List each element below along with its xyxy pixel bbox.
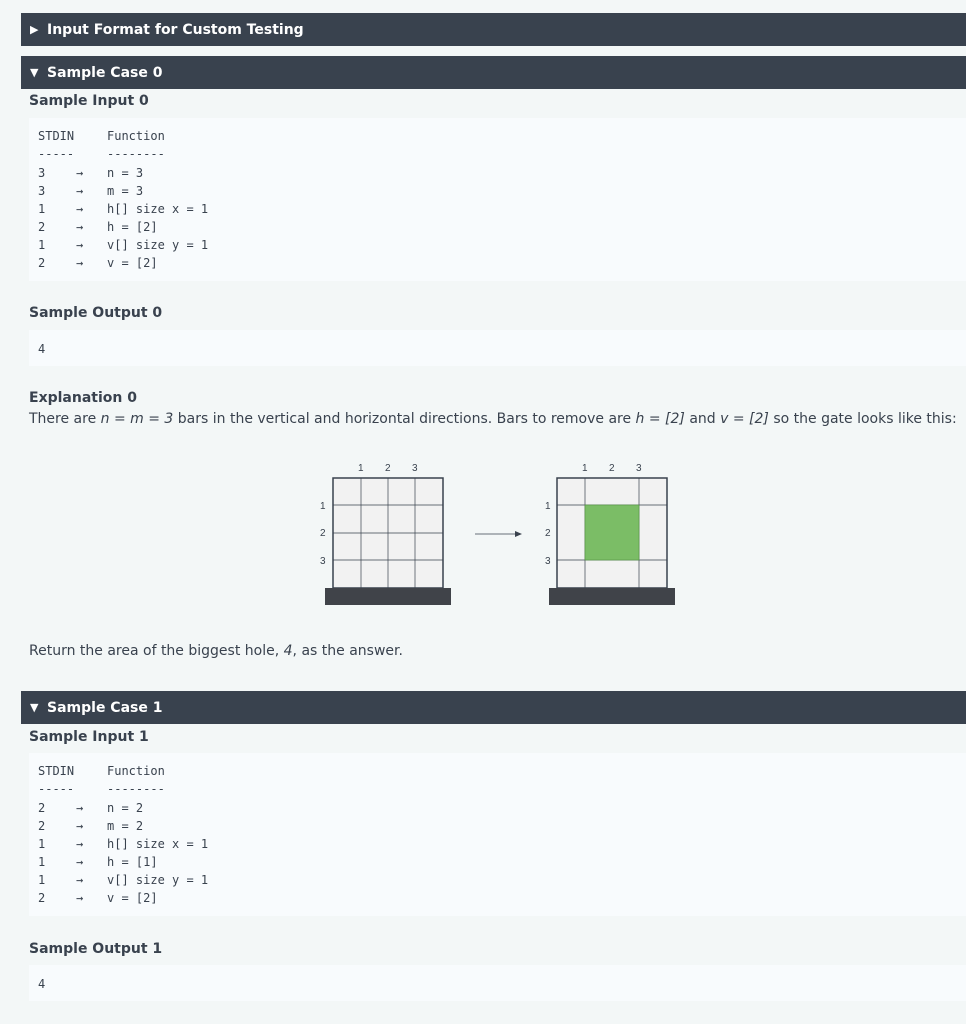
math: v = [2] [720,411,769,427]
text: so the gate looks like this: [768,411,957,427]
column-label: 3 [412,463,418,474]
sample-input-1-block [29,753,966,916]
text: , as the answer. [292,643,403,659]
stdin-rule: ----- [38,782,75,796]
stdin-rule: ----- [38,147,75,161]
gate-before [320,463,451,605]
column-label: 3 [636,463,642,474]
row-label: 3 [320,556,326,567]
section-title: Sample Case 1 [47,699,163,716]
row-label: 3 [545,556,551,567]
function-note: v[] size y = 1 [107,238,209,252]
stdin-header: STDIN [38,764,75,778]
sample-case-1-toggle[interactable] [21,691,966,724]
math: n = m = 3 [100,411,174,427]
sample-output-1-block [29,965,966,1001]
sample-output-0-heading: Sample Output 0 [29,305,163,321]
input-value: 3 [38,184,46,198]
input-format-toggle[interactable] [21,13,966,46]
output-value: 4 [38,342,46,356]
function-rule: -------- [107,782,165,796]
gate-base [325,588,451,605]
stdin-header: STDIN [38,129,75,143]
output-value: 4 [38,977,46,991]
explanation-0-heading: Explanation 0 [29,390,137,406]
sample-output-1-heading: Sample Output 1 [29,941,163,957]
sample-input-0-heading: Sample Input 0 [29,93,149,109]
function-note: m = 2 [107,819,144,833]
input-value: 1 [38,873,46,887]
function-note: v[] size y = 1 [107,873,209,887]
text: Return the area of the biggest hole, [29,643,284,659]
arrow-icon: → [76,855,84,869]
column-label: 1 [358,463,364,474]
function-rule: -------- [107,147,165,161]
input-value: 1 [38,202,46,216]
row-label: 1 [320,501,326,512]
arrow-icon: → [76,256,84,270]
column-label: 1 [582,463,588,474]
row-label: 2 [545,528,551,539]
function-note: h = [2] [107,220,158,234]
column-label: 2 [609,463,615,474]
arrow-icon: → [76,220,84,234]
input-value: 2 [38,891,46,905]
input-value: 2 [38,801,46,815]
function-header: Function [107,764,165,778]
sample-case-0-toggle[interactable] [21,56,966,89]
arrow-icon: → [76,819,84,833]
text: bars in the vertical and horizontal directions. Bars to remove are [173,411,636,427]
text: and [684,411,721,427]
arrow-icon: → [76,873,84,887]
row-label: 1 [545,501,551,512]
arrow-icon: → [76,184,84,198]
section-title: Sample Case 0 [47,64,163,81]
function-note: n = 3 [107,166,144,180]
right-arrow-icon [475,531,522,537]
triangle-down-icon: ▼ [30,66,39,79]
triangle-down-icon: ▼ [30,701,39,714]
section-title: Input Format for Custom Testing [47,21,304,38]
input-value: 2 [38,220,46,234]
column-label: 2 [385,463,391,474]
gate-diagram [300,455,690,610]
arrow-icon: → [76,166,84,180]
explanation-0-text [29,411,957,427]
sample-input-0-block [29,118,966,281]
biggest-hole [585,505,639,560]
gate-base [549,588,675,605]
sample-input-1-heading: Sample Input 1 [29,729,149,745]
arrow-icon: → [76,837,84,851]
text: There are [29,411,101,427]
input-value: 2 [38,256,46,270]
return-text [29,643,403,659]
input-value: 1 [38,837,46,851]
input-value: 2 [38,819,46,833]
math: h = [2] [635,411,685,427]
input-value: 3 [38,166,46,180]
gate-after [545,463,675,605]
function-note: m = 3 [107,184,144,198]
input-value: 1 [38,238,46,252]
function-note: n = 2 [107,801,144,815]
triangle-right-icon: ▶ [30,23,39,36]
arrow-icon: → [76,891,84,905]
function-note: v = [2] [107,256,158,270]
function-note: h = [1] [107,855,158,869]
row-label: 2 [320,528,326,539]
function-note: h[] size x = 1 [107,202,209,216]
function-note: h[] size x = 1 [107,837,209,851]
sample-output-0-block [29,330,966,366]
arrow-icon: → [76,202,84,216]
arrow-icon: → [76,801,84,815]
arrow-icon: → [76,238,84,252]
function-note: v = [2] [107,891,158,905]
input-value: 1 [38,855,46,869]
function-header: Function [107,129,165,143]
math: 4 [283,643,293,659]
